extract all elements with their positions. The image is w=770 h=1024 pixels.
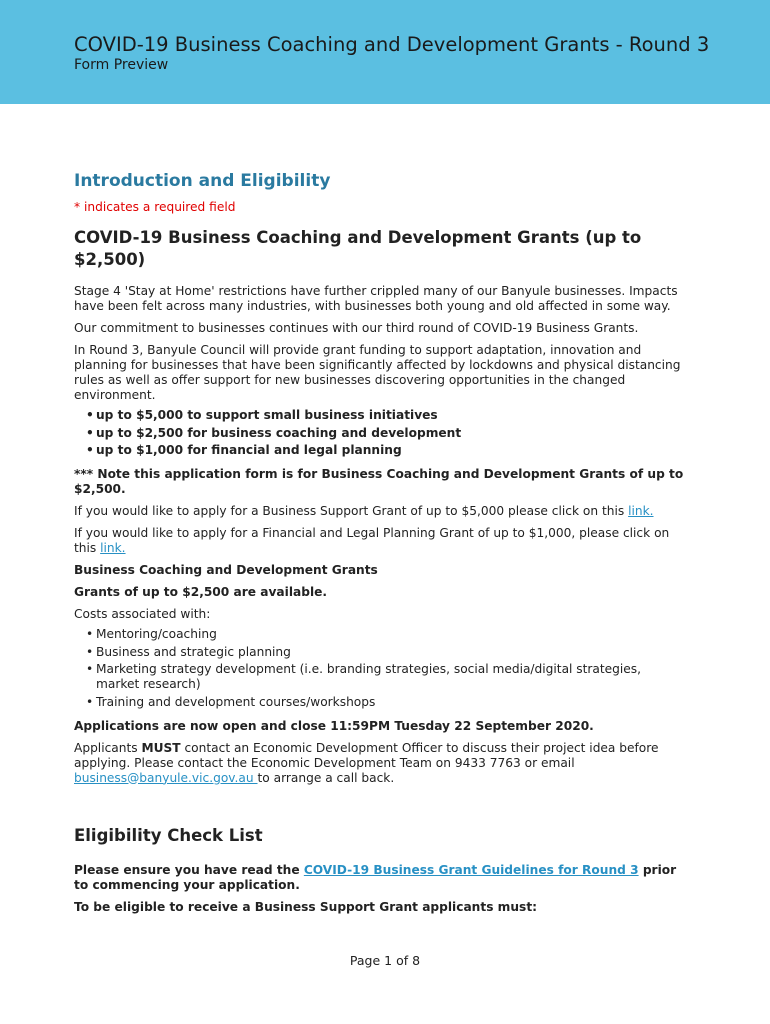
list-item: • Training and development courses/workshops [96,695,684,710]
financial-grant-paragraph [74,526,684,556]
open-close-dates: Applications are now open and close 11:59PM Tuesday 22 September 2020. [74,718,594,733]
required-field-note: * indicates a required field [74,200,236,214]
applicants-must: MUST [141,740,181,755]
section-title-eligibility: Eligibility Check List [74,825,263,845]
section-title-intro: Introduction and Eligibility [74,171,331,191]
grant-title: COVID-19 Business Coaching and Development Grants (up to $2,500) [74,228,642,269]
coaching-heading: Business Coaching and Development Grants [74,563,378,577]
email-link[interactable]: business@banyule.vic.gov.au [74,770,258,785]
grant-amounts-list [74,408,684,458]
applicants-suffix: to arrange a call back. [257,770,395,785]
page-number: Page 1 of 8 [349,953,421,968]
form-content [74,170,684,915]
list-item: • up to $1,000 for financial and legal planning [96,443,684,458]
ensure-suffix: prior to commencing your application. [74,862,677,892]
ensure-prefix: Please ensure you have read the [74,862,304,877]
applicants-paragraph [74,741,684,786]
list-item: • Mentoring/coaching [96,627,684,642]
support-grant-text: If you would like to apply for a Business Support Grant of up to $5,000 please click on this [74,504,629,518]
applicants-text: contact an Economic Development Officer to discuss their project idea before applying. Please contact the Economic Development Team on 9433 7763 or email [74,740,659,770]
costs-list [74,627,684,710]
financial-grant-link[interactable]: link. [100,541,126,555]
page-title: COVID-19 Business Coaching and Development Grants - Round 3 [74,33,710,56]
list-item: • up to $2,500 for business coaching and development [96,426,684,441]
intro-paragraph-2: Our commitment to businesses continues with our third round of COVID-19 Business Grants. [74,321,639,335]
intro-paragraph-1: Stage 4 'Stay at Home' restrictions have further crippled many of our Banyule businesses. Impacts have been felt across many industries, with businesses both young and old affected in some way. [74,284,678,313]
ensure-paragraph [74,863,684,893]
list-item: • Marketing strategy development (i.e. branding strategies, social media/digital strategies, market research) [96,662,684,692]
page-subtitle: Form Preview [74,57,169,73]
costs-label: Costs associated with: [74,607,211,621]
header-banner [0,0,770,104]
support-grant-paragraph [74,504,684,519]
applicants-prefix: Applicants [74,740,142,755]
intro-paragraph-3: In Round 3, Banyule Council will provide grant funding to support adaptation, innovation and planning for businesses that have been significantly affected by lockdowns and physical distancing rules as well as offer support for new businesses discovering opportunities in the changed environment. [74,343,681,402]
financial-grant-text: If you would like to apply for a Financial and Legal Planning Grant of up to $1,000, please click on this [74,526,670,555]
list-item: • up to $5,000 to support small business initiatives [96,408,684,423]
application-note: *** Note this application form is for Business Coaching and Development Grants of up to $2,500. [74,467,684,496]
guidelines-link[interactable]: COVID-19 Business Grant Guidelines for Round 3 [303,862,639,877]
grants-available: Grants of up to $2,500 are available. [74,585,328,599]
support-grant-link[interactable]: link. [628,504,654,518]
list-item: • Business and strategic planning [96,645,684,660]
eligibility-requirements: To be eligible to receive a Business Support Grant applicants must: [74,899,538,914]
